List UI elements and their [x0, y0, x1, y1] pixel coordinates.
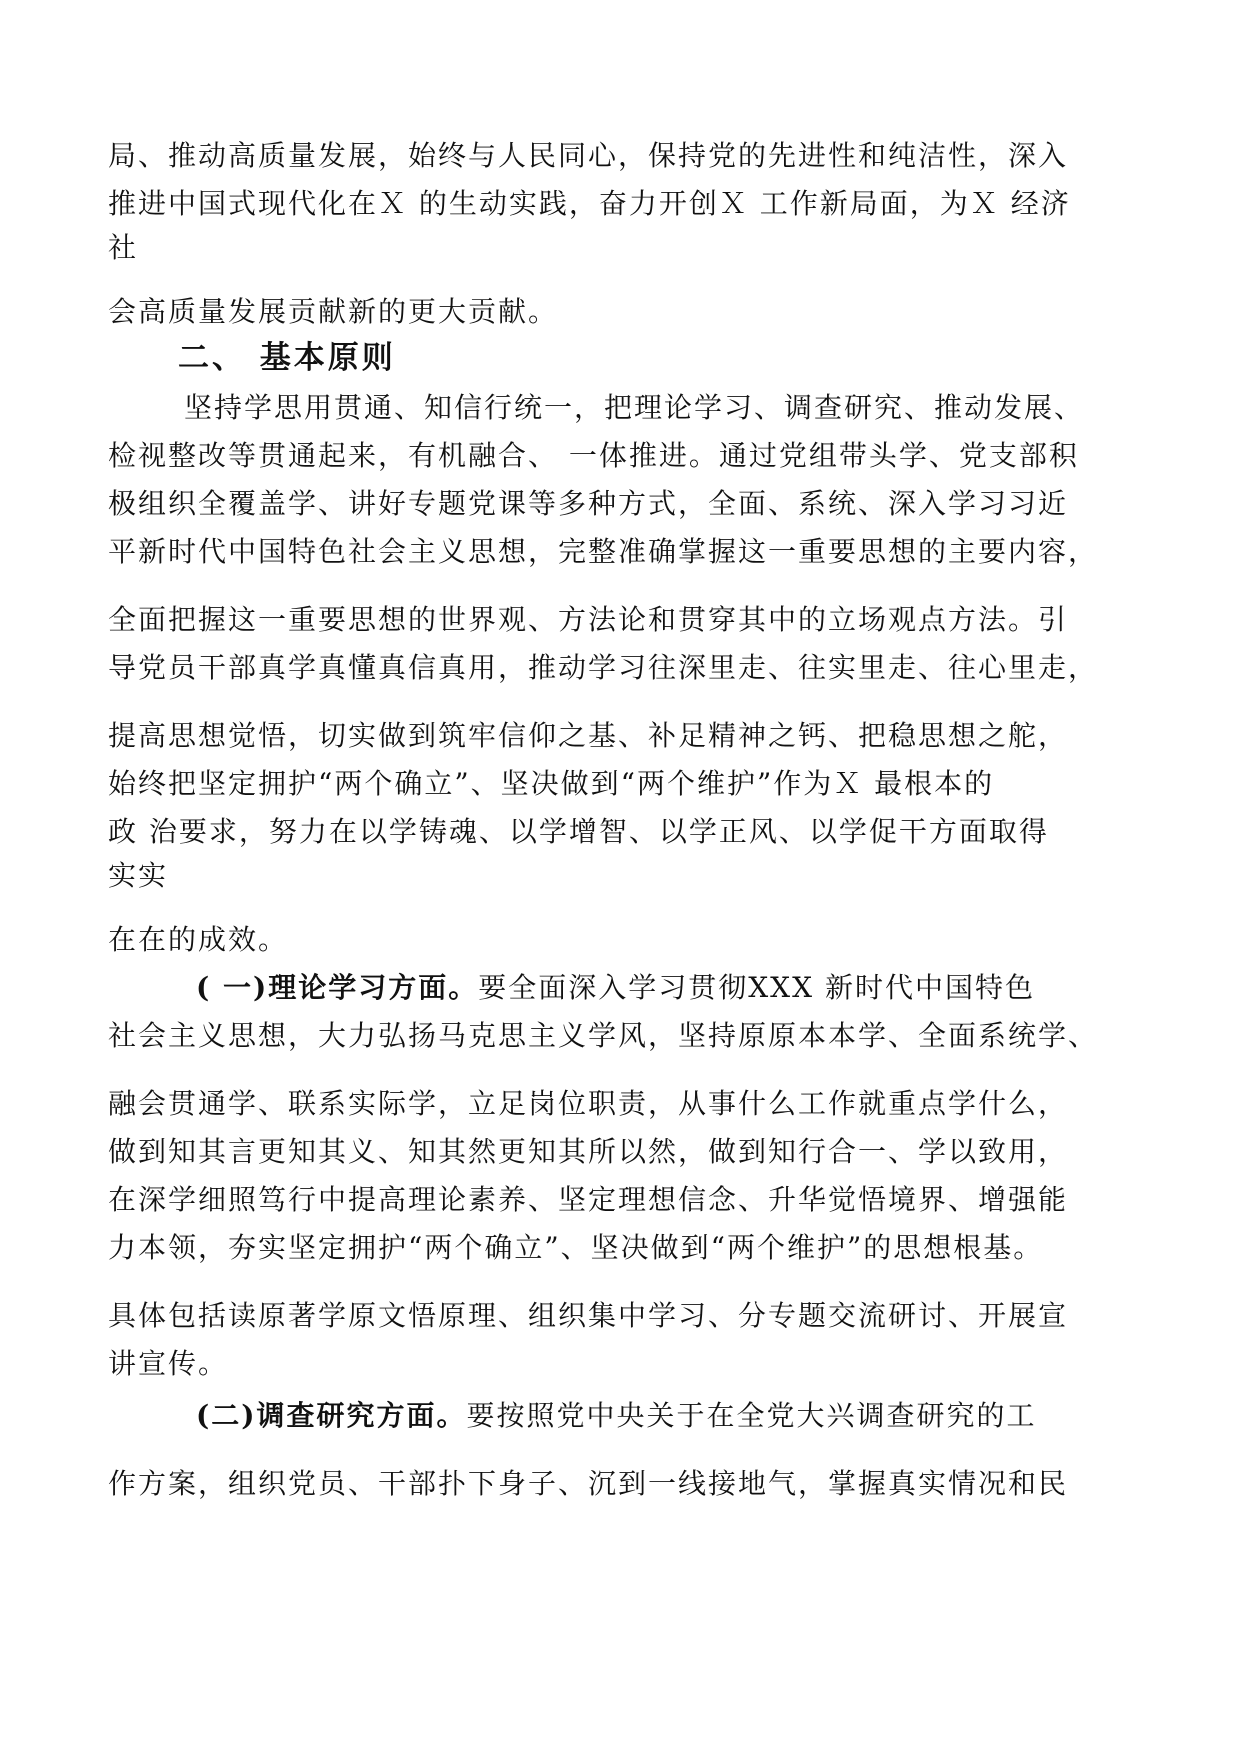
section-heading: 二、 基本原则	[178, 340, 396, 376]
text-line: 讲宣传。	[108, 1347, 229, 1380]
paragraph-line	[196, 1396, 1037, 1436]
text-line: 作方案，组织党员、干部扑下身子、沉到一线接地气，掌握真实情况和民	[108, 1467, 1069, 1500]
text-line: 局、推动高质量发展，始终与人民同心，保持党的先进性和纯洁性，深入	[108, 139, 1069, 172]
text-line: 力本领，夯实坚定拥护“两个确立”、坚决做到“两个维护”的思想根基。	[108, 1231, 1044, 1264]
text-line: 在深学细照笃行中提高理论素养、坚定理想信念、升华觉悟境界、增强能	[108, 1183, 1069, 1216]
text-line: 推进中国式现代化在Ｘ 的生动实践，奋力开创Ｘ 工作新局面，为Ｘ 经济	[108, 187, 1071, 220]
subsection-lead: (二)调查研究方面。	[196, 1399, 467, 1432]
text-line: 坚持学思用贯通、知信行统一，把理论学习、调查研究、推动发展、	[184, 391, 1085, 424]
text-line: 政 治要求，努力在以学铸魂、以学增智、以学正风、以学促干方面取得	[108, 815, 1049, 848]
subsection-lead: ( 一)理论学习方面。	[196, 971, 479, 1004]
text-line: 融会贯通学、联系实际学，立足岗位职责，从事什么工作就重点学什么，	[108, 1087, 1069, 1120]
text-line: 全面把握这一重要思想的世界观、方法论和贯穿其中的立场观点方法。引	[108, 603, 1069, 636]
text-line: 检视整改等贯通起来，有机融合、 一体推进。通过党组带头学、党支部积	[108, 439, 1079, 472]
text-line: 极组织全覆盖学、讲好专题党课等多种方式，全面、系统、深入学习习近	[108, 487, 1069, 520]
text-line: 始终把坚定拥护“两个确立”、坚决做到“两个维护”作为Ｘ 最根本的	[108, 767, 995, 800]
text-line: 具体包括读原著学原文悟原理、组织集中学习、分专题交流研讨、开展宣	[108, 1299, 1069, 1332]
paragraph-line	[196, 968, 1035, 1008]
text-line: 平新时代中国特色社会主义思想，完整准确掌握这一重要思想的主要内容，	[108, 535, 1099, 568]
text-line: 社	[108, 231, 139, 264]
text-run: 要按照党中央关于在全党大兴调查研究的工	[466, 1399, 1037, 1432]
text-run: 要全面深入学习贯彻XXX 新时代中国特色	[478, 971, 1035, 1004]
text-line: 社会主义思想，大力弘扬马克思主义学风，坚持原原本本学、全面系统学、	[108, 1019, 1099, 1052]
text-line: 会高质量发展贡献新的更大贡献。	[108, 295, 559, 328]
text-line: 在在的成效。	[108, 923, 289, 956]
text-line: 提高思想觉悟，切实做到筑牢信仰之基、补足精神之钙、把稳思想之舵，	[108, 719, 1069, 752]
text-line: 做到知其言更知其义、知其然更知其所以然，做到知行合一、学以致用，	[108, 1135, 1069, 1168]
text-line: 导党员干部真学真懂真信真用，推动学习往深里走、往实里走、往心里走，	[108, 651, 1099, 684]
text-line: 实实	[108, 859, 169, 892]
